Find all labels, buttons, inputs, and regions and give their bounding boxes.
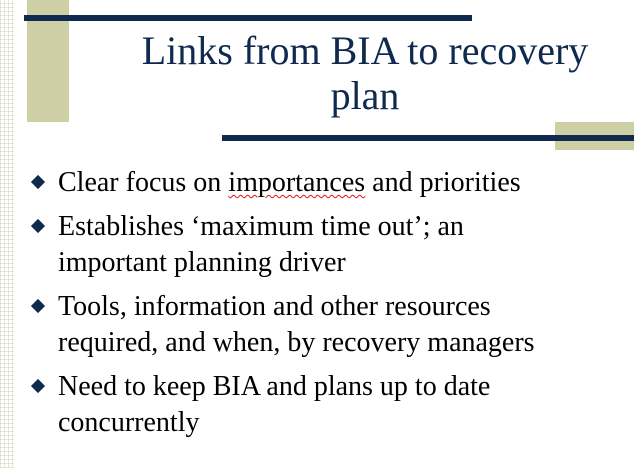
bullet-item-4 <box>30 369 630 441</box>
slide-title-line-2: plan <box>330 73 400 118</box>
diamond-bullet-icon <box>31 219 45 233</box>
bullet-4-line-1: Need to keep BIA and plans up to date <box>58 371 491 402</box>
bullet-2-line-2: important planning driver <box>58 247 346 278</box>
diamond-bullet-icon <box>31 299 45 313</box>
bullet-1-text-post: and priorities <box>365 167 521 198</box>
bullet-list <box>30 165 630 449</box>
bullet-item-3 <box>30 289 630 361</box>
bullet-3-line-1: Tools, information and other resources <box>58 291 491 322</box>
bullet-3-line-2: required, and when, by recovery managers <box>58 327 535 358</box>
bullet-1-text-pre: Clear focus on <box>58 167 229 198</box>
bullet-item-1 <box>30 165 630 201</box>
slide-title-line-1: Links from BIA to recovery <box>141 28 589 73</box>
bottom-rule <box>222 135 634 141</box>
bullet-2-line-1: Establishes ‘maximum time out’; an <box>58 211 464 242</box>
diamond-bullet-icon <box>31 175 45 189</box>
diamond-bullet-icon <box>31 379 45 393</box>
slide-title <box>100 28 630 118</box>
bullet-item-2 <box>30 209 630 281</box>
left-edge-pattern <box>0 0 14 468</box>
top-rule <box>24 15 472 21</box>
bullet-1-text-misspelled: importances <box>228 167 366 198</box>
bullet-4-line-2: concurrently <box>58 407 200 438</box>
